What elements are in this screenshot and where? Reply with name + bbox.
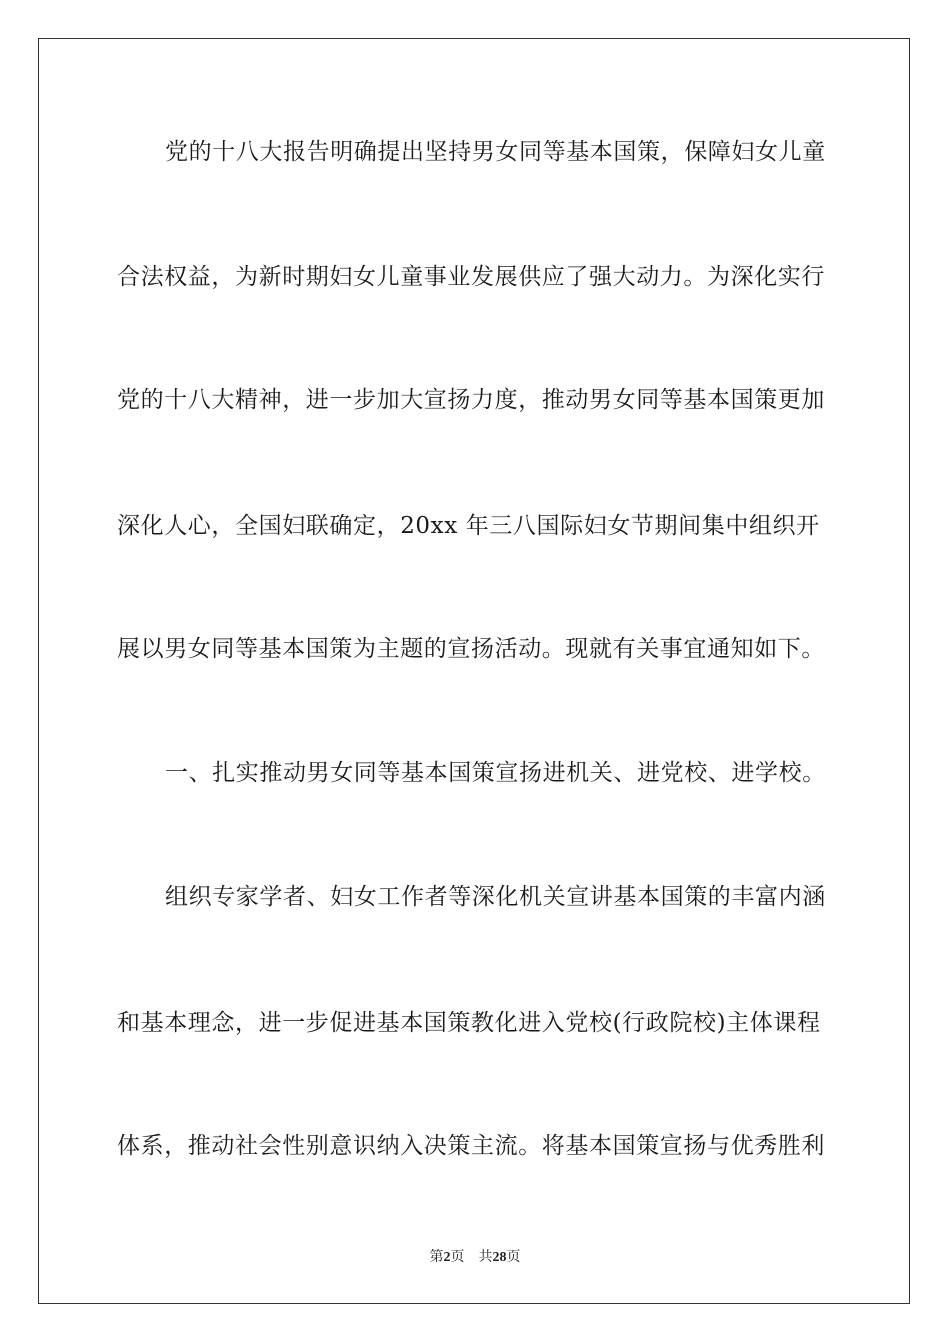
paragraph-1-line-3: 党的十八大精神，进一步加大宣扬力度，推动男女同等基本国策更加 <box>117 387 825 413</box>
section-heading-1: 一、扎实推动男女同等基本国策宣扬进机关、进党校、进学校。 <box>165 760 826 786</box>
paragraph-1-line-1: 党的十八大报告明确提出坚持男女同等基本国策，保障妇女儿童 <box>165 139 826 165</box>
paragraph-1-line-2: 合法权益，为新时期妇女儿童事业发展供应了强大动力。为深化实行 <box>117 264 825 290</box>
paragraph-1-line-5: 展以男女同等基本国策为主题的宣扬活动。现就有关事宜通知如下。 <box>117 636 825 662</box>
page-border <box>38 38 910 1304</box>
page-number: 2 <box>443 1250 451 1265</box>
page-prefix: 第 <box>429 1249 444 1265</box>
paragraph-1-line-4: 深化人心，全国妇联确定，20xx 年三八国际妇女节期间集中组织开 <box>117 513 820 539</box>
page-suffix: 页 <box>450 1249 465 1265</box>
paragraph-2-line-1: 组织专家学者、妇女工作者等深化机关宣讲基本国策的丰富内涵 <box>165 884 826 910</box>
page-footer <box>0 1248 950 1267</box>
total-pages: 28 <box>492 1250 507 1265</box>
paragraph-2-line-2: 和基本理念，进一步促进基本国策教化进入党校(行政院校)主体课程 <box>117 1010 821 1036</box>
total-prefix: 共 <box>478 1249 493 1265</box>
paragraph-2-line-3: 体系，推动社会性别意识纳入决策主流。将基本国策宣扬与优秀胜利 <box>117 1133 825 1159</box>
total-suffix: 页 <box>506 1249 521 1265</box>
